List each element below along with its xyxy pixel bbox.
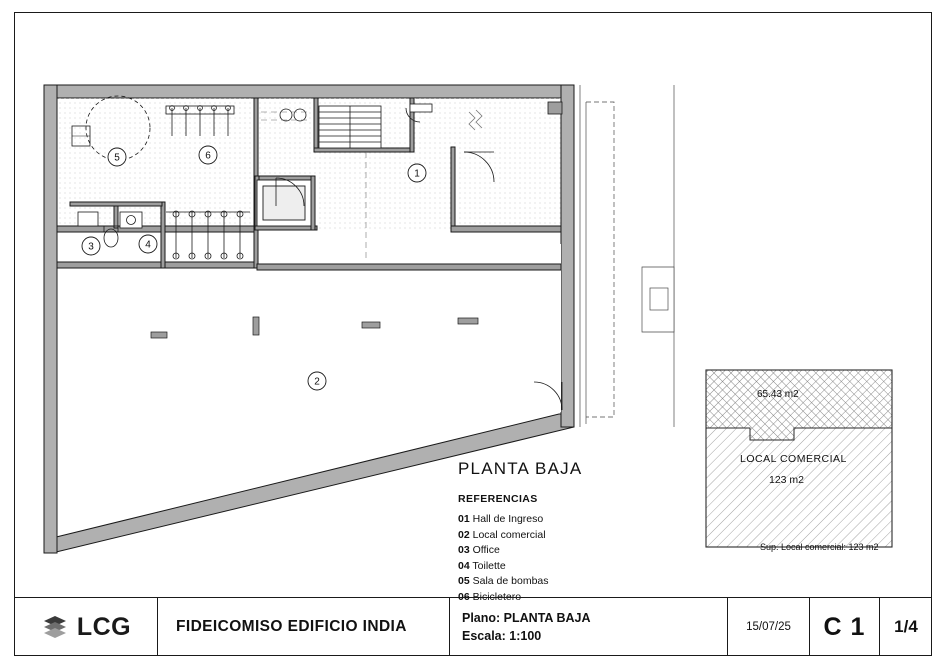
reference-number: 01 xyxy=(458,513,470,525)
references-heading: REFERENCIAS xyxy=(458,493,538,505)
room-tag-6: 6 xyxy=(205,150,211,162)
plan-info-cell xyxy=(450,598,728,656)
date-cell: 15/07/25 xyxy=(728,598,810,656)
project-name: FIDEICOMISO EDIFICIO INDIA xyxy=(158,598,450,656)
reference-number: 04 xyxy=(458,559,470,572)
plan-legend xyxy=(458,459,688,605)
keyplan-hatched-area: 65.43 m2 xyxy=(757,389,799,400)
room-tag-5: 5 xyxy=(114,152,120,164)
reference-number: 03 xyxy=(458,544,470,557)
reference-number: 02 xyxy=(458,528,470,541)
reference-label: Office xyxy=(472,544,500,557)
reference-item xyxy=(458,559,688,575)
sheet-code-cell: C 1 xyxy=(810,598,880,656)
reference-label: Sala de bombas xyxy=(472,575,549,588)
title-block xyxy=(14,597,932,656)
reference-label: Hall de Ingreso xyxy=(472,513,544,525)
reference-label: Local comercial xyxy=(472,528,546,541)
reference-number: 06 xyxy=(458,590,470,603)
street-context xyxy=(580,85,674,427)
room-tag-1: 1 xyxy=(414,168,420,180)
reference-item xyxy=(458,543,688,559)
scale-line: Escala: 1:100 xyxy=(462,629,542,643)
elevator-shaft xyxy=(257,180,311,226)
reference-item xyxy=(458,574,688,590)
reference-label: Bicicletero xyxy=(472,590,522,603)
logo-text: LCG xyxy=(76,612,132,641)
reference-label: Toilette xyxy=(472,559,506,572)
room-tag-3: 3 xyxy=(88,241,94,253)
reference-item xyxy=(458,528,688,544)
lcg-logo-icon xyxy=(40,612,70,642)
keyplan-area-value: 123 m2 xyxy=(769,474,805,486)
reference-number: 05 xyxy=(458,575,470,588)
page-number-cell: 1/4 xyxy=(894,617,918,636)
staircase xyxy=(319,106,381,148)
keyplan-area-label: LOCAL COMERCIAL xyxy=(740,453,847,465)
references-list xyxy=(458,512,688,605)
plan-title: PLANTA BAJA xyxy=(458,459,583,478)
logo-cell xyxy=(14,598,158,656)
room-tag-2: 2 xyxy=(314,376,320,388)
keyplan-caption: Sup. Local comercial: 123 m2 xyxy=(760,542,879,552)
reference-item xyxy=(458,512,688,528)
plan-name-line: Plano: PLANTA BAJA xyxy=(462,610,591,625)
room-tag-4: 4 xyxy=(145,239,151,251)
